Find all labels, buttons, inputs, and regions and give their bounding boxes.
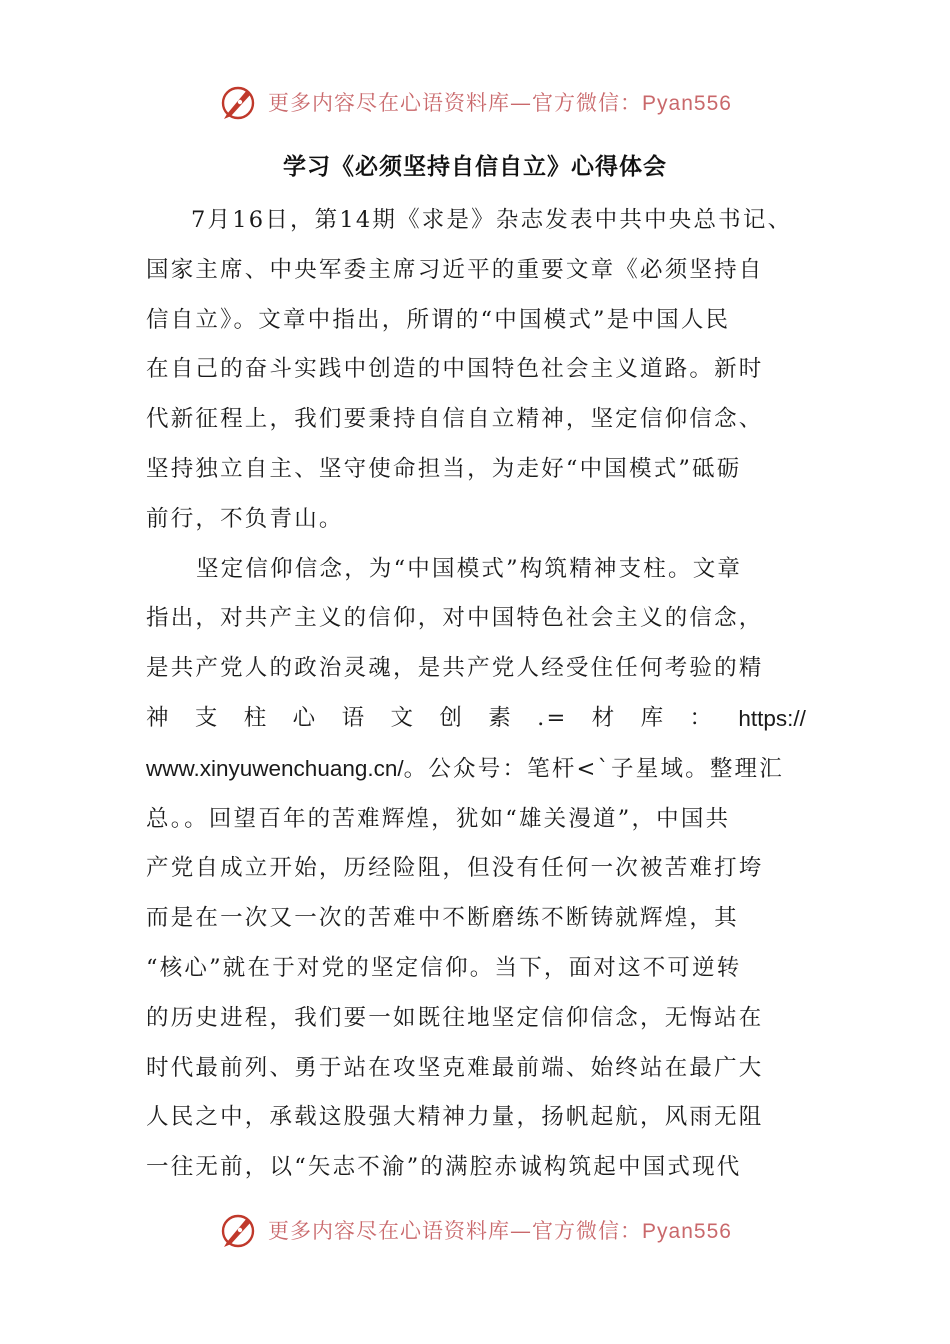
pen-nib-logo-icon: [218, 1210, 258, 1250]
text-line: 代新征程上，我们要秉持自信自立精神，坚定信仰信念、: [146, 406, 764, 433]
paragraph-2: [146, 545, 806, 1193]
char: 心: [292, 704, 318, 731]
char: 神: [146, 704, 171, 731]
text-line: 时代最前列、勇于站在攻坚克难最前端、始终站在最广大: [146, 1054, 764, 1081]
text-line: 前行，不负青山。: [146, 505, 344, 532]
text-line: 指出，对共产主义的信仰，对中国特色社会主义的信念，: [146, 605, 764, 632]
text-line: 产党自成立开始，历经险阻，但没有任何一次被苦难打垮: [146, 855, 764, 882]
text-line: 7月16日，第14期《求是》杂志发表中共中央总书记、: [191, 207, 793, 233]
char: 创: [439, 704, 465, 731]
text-line: 一往无前，以“矢志不渝”的满腔赤诚构筑起中国式现代: [146, 1154, 742, 1181]
text-line: 人民之中，承载这股强大精神力量，扬帆起航，风雨无阻: [146, 1104, 764, 1131]
text-line: 信自立》。文章中指出，所谓的“中国模式”是中国人民: [146, 306, 731, 333]
char: 素: [488, 704, 513, 731]
pen-nib-logo-icon: [218, 82, 258, 122]
banner-text-wechat: Pyan556: [642, 92, 732, 115]
text-line: 在自己的奋斗实践中创造的中国特色社会主义道路。新时: [146, 356, 764, 383]
footer-banner: [0, 1208, 950, 1252]
spread-text-line: [146, 694, 806, 744]
char: .=: [537, 704, 568, 731]
char: 支: [194, 704, 220, 731]
char: 文: [390, 704, 416, 731]
header-banner: [0, 80, 950, 124]
char: 语: [341, 704, 367, 731]
text-line: 坚持独立自主、坚守使命担当，为走好“中国模式”砥砺: [146, 455, 742, 482]
text-line: 而是在一次又一次的苦难中不断磨练不断铸就辉煌，其: [146, 905, 739, 932]
url-text: www.xinyuwenchuang.cn/: [146, 755, 404, 781]
text-line-url: [146, 744, 806, 795]
banner-text: [268, 1215, 732, 1245]
paragraph-1: [146, 196, 806, 545]
text-line: 的历史进程，我们要一如既往地坚定信仰信念，无悔站在: [146, 1004, 764, 1031]
url-prefix: https://: [738, 705, 806, 731]
text-line: “核心”就在于对党的坚定信仰。当下，面对这不可逆转: [146, 954, 742, 981]
banner-text: [268, 87, 732, 117]
banner-text-cn: 更多内容尽在心语资料库—官方微信：: [268, 1219, 643, 1243]
text-line: 国家主席、中央军委主席习近平的重要文章《必须坚持自: [146, 256, 764, 283]
text-line: 是共产党人的政治灵魂，是共产党人经受住任何考验的精: [146, 655, 764, 682]
page-title: 学习《必须坚持自信自立》心得体会: [283, 154, 667, 180]
char: 柱: [243, 704, 269, 731]
url-line-rest: 。公众号：笔杆<`子星域。整理汇: [403, 755, 784, 782]
banner-text-cn: 更多内容尽在心语资料库—官方微信：: [268, 91, 643, 115]
char: 库: [640, 704, 666, 731]
char: ：: [689, 704, 715, 731]
document-body: [146, 196, 806, 1193]
text-line: 总。。回望百年的苦难辉煌，犹如“雄关漫道”，中国共: [146, 805, 731, 832]
char: 材: [591, 704, 617, 731]
text-line: 坚定信仰信念，为“中国模式”构筑精神支柱。文章: [196, 555, 743, 582]
banner-text-wechat: Pyan556: [642, 1220, 732, 1243]
